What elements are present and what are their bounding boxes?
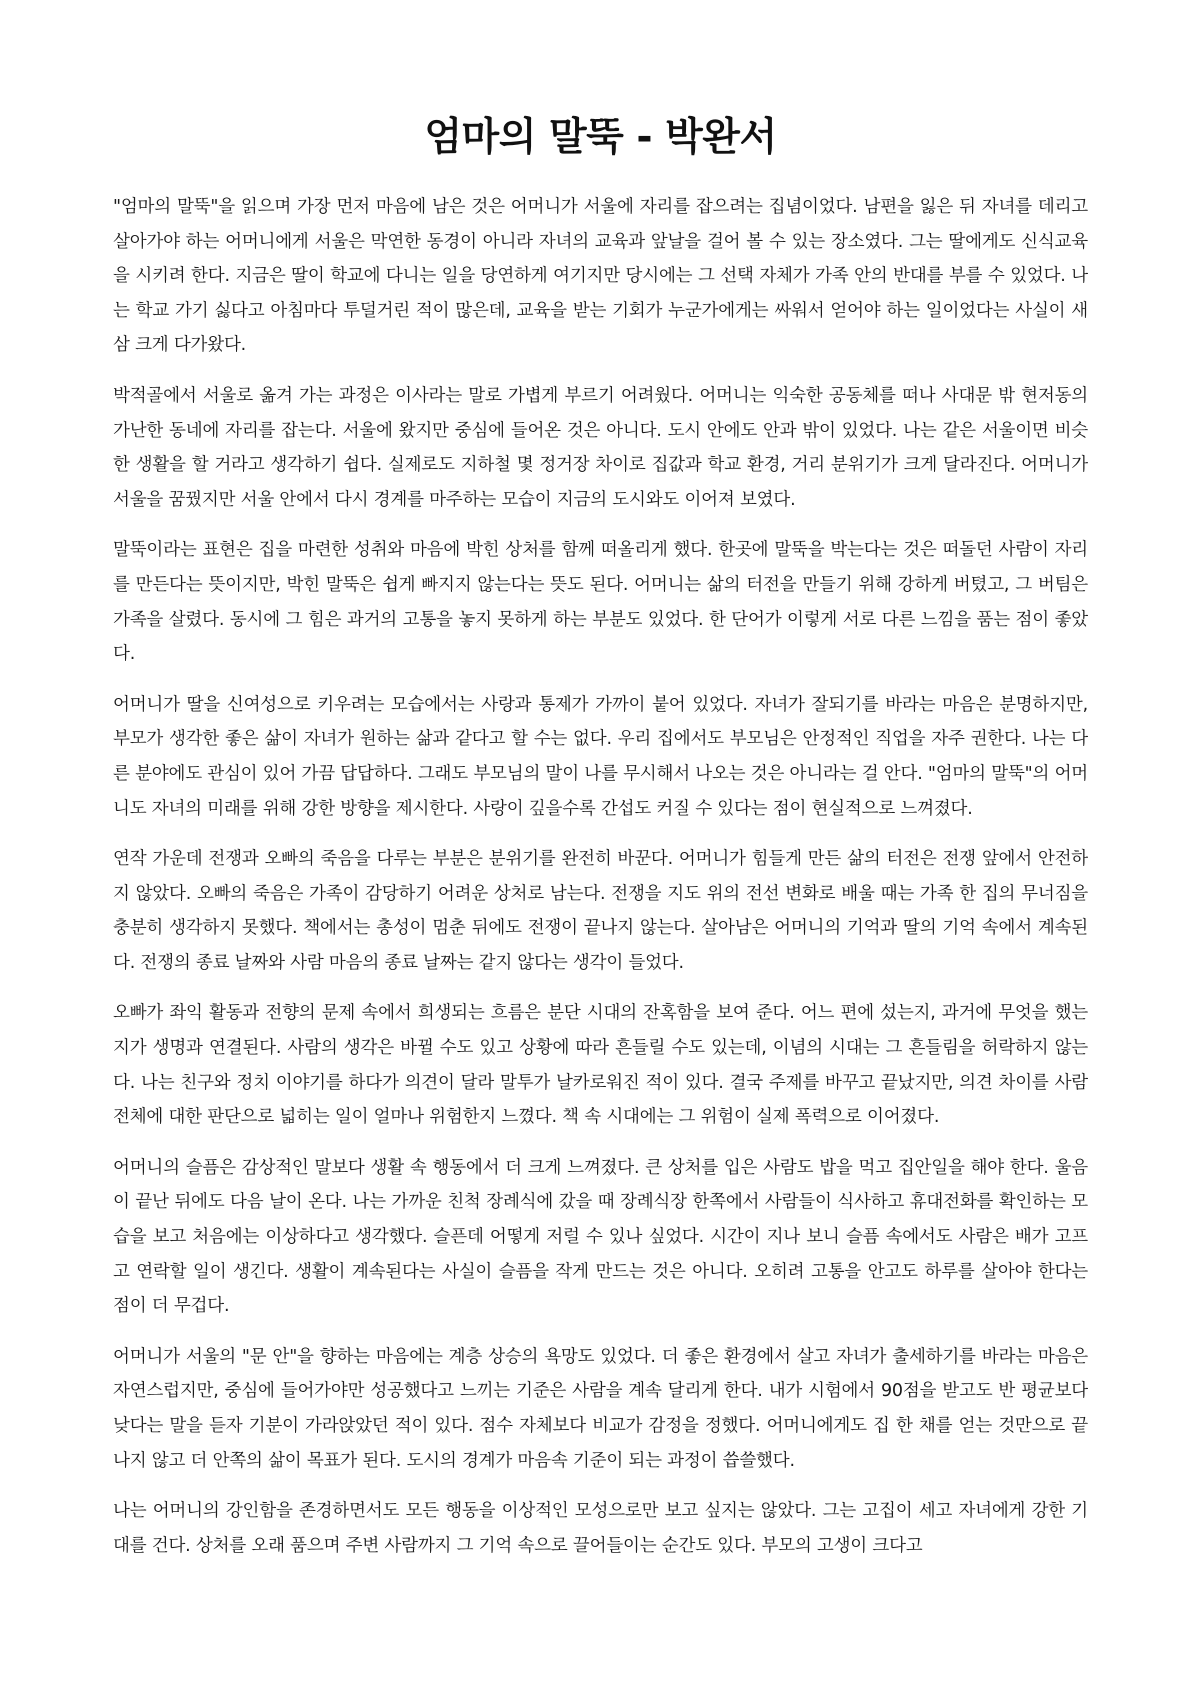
document-title: 엄마의 말뚝 - 박완서: [424, 115, 777, 160]
body-paragraph: 어머니가 서울의 "문 안"을 향하는 마음에는 계층 상승의 욕망도 있었다. 더 좋은 환경에서 살고 자녀가 출세하기를 바라는 마음은 자연스럽지만, 중심에 들어가야만 성공했다고 느끼는 기준은 사람을 계속 달리게 한다. 내가 시험에서 90점을 받고도 반 평균보다 낮다는 말을 듣자 기분이 가라앉았던 적이 있다. 점수 자체보다 비교가 감정을 정했다. 어머니에게도 집 한 채를 얻는 것만으로 끝나지 않고 더 안쪽의 삶이 목표가 된다. 도시의 경계가 마음속 기준이 되는 과정이 씁쓸했다.: [113, 1346, 1088, 1471]
document-page: [113, 112, 1088, 1579]
body-paragraph: 말뚝이라는 표현은 집을 마련한 성취와 마음에 박힌 상처를 함께 떠올리게 했다. 한곳에 말뚝을 박는다는 것은 떠돌던 사람이 자리를 만든다는 뜻이지만, 박힌 말뚝은 쉽게 빠지지 않는다는 뜻도 된다. 어머니는 삶의 터전을 만들기 위해 강하게 버텼고, 그 버팀은 가족을 살렸다. 동시에 그 힘은 과거의 고통을 놓지 못하게 하는 부분도 있었다. 한 단어가 이렇게 서로 다른 느낌을 품는 점이 좋았다.: [113, 540, 1088, 665]
body-paragraph: 연작 가운데 전쟁과 오빠의 죽음을 다루는 부분은 분위기를 완전히 바꾼다. 어머니가 힘들게 만든 삶의 터전은 전쟁 앞에서 안전하지 않았다. 오빠의 죽음은 가족이 감당하기 어려운 상처로 남는다. 전쟁을 지도 위의 전선 변화로 배울 때는 가족 한 집의 무너짐을 충분히 생각하지 못했다. 책에서는 총성이 멈춘 뒤에도 전쟁이 끝나지 않는다. 살아남은 어머니의 기억과 딸의 기억 속에서 계속된다. 전쟁의 종료 날짜와 사람 마음의 종료 날짜는 같지 않다는 생각이 들었다.: [113, 849, 1088, 973]
body-paragraph: 오빠가 좌익 활동과 전향의 문제 속에서 희생되는 흐름은 분단 시대의 잔혹함을 보여 준다. 어느 편에 섰는지, 과거에 무엇을 했는지가 생명과 연결된다. 사람의 생각은 바뀔 수도 있고 상황에 따라 흔들릴 수도 있는데, 이념의 시대는 그 흔들림을 허락하지 않는다. 나는 친구와 정치 이야기를 하다가 의견이 달라 말투가 날카로워진 적이 있다. 결국 주제를 바꾸고 끝났지만, 의견 차이를 사람 전체에 대한 판단으로 넓히는 일이 얼마나 위험한지 느꼈다. 책 속 시대에는 그 위험이 실제 폭력으로 이어졌다.: [113, 1003, 1088, 1128]
body-paragraph: 나는 어머니의 강인함을 존경하면서도 모든 행동을 이상적인 모성으로만 보고 싶지는 않았다. 그는 고집이 세고 자녀에게 강한 기대를 건다. 상처를 오래 품으며 주변 사람까지 그 기억 속으로 끌어들이는 순간도 있다. 부모의 고생이 크다고: [113, 1501, 1088, 1556]
body-paragraph: 박적골에서 서울로 옮겨 가는 과정은 이사라는 말로 가볍게 부르기 어려웠다. 어머니는 익숙한 공동체를 떠나 사대문 밖 현저동의 가난한 동네에 자리를 잡는다. 서울에 왔지만 중심에 들어온 것은 아니다. 도시 안에도 안과 밖이 있었다. 나는 같은 서울이면 비슷한 생활을 할 거라고 생각하기 쉽다. 실제로도 지하철 몇 정거장 차이로 집값과 학교 환경, 거리 분위기가 크게 달라진다. 어머니가 서울을 꿈꿨지만 서울 안에서 다시 경계를 마주하는 모습이 지금의 도시와도 이어져 보였다.: [113, 385, 1088, 510]
body-paragraph: 어머니의 슬픔은 감상적인 말보다 생활 속 행동에서 더 크게 느껴졌다. 큰 상처를 입은 사람도 밥을 먹고 집안일을 해야 한다. 울음이 끝난 뒤에도 다음 날이 온다. 나는 가까운 친척 장례식에 갔을 때 장례식장 한쪽에서 사람들이 식사하고 휴대전화를 확인하는 모습을 보고 처음에는 이상하다고 생각했다. 슬픈데 어떻게 저럴 수 있나 싶었다. 시간이 지나 보니 슬픔 속에서도 사람은 배가 고프고 연락할 일이 생긴다. 생활이 계속된다는 사실이 슬픔을 작게 만드는 것은 아니다. 오히려 고통을 안고도 하루를 살아야 한다는 점이 더 무겁다.: [113, 1157, 1088, 1317]
body-paragraph: "엄마의 말뚝"을 읽으며 가장 먼저 마음에 남은 것은 어머니가 서울에 자리를 잡으려는 집념이었다. 남편을 잃은 뒤 자녀를 데리고 살아가야 하는 어머니에게 서울은 막연한 동경이 아니라 자녀의 교육과 앞날을 걸어 볼 수 있는 장소였다. 그는 딸에게도 신식교육을 시키려 한다. 지금은 딸이 학교에 다니는 일을 당연하게 여기지만 당시에는 그 선택 자체가 가족 안의 반대를 부를 수 있었다. 나는 학교 가기 싫다고 아침마다 투덜거린 적이 많은데, 교육을 받는 기회가 누군가에게는 싸워서 얻어야 하는 일이었다는 사실이 새삼 크게 다가왔다.: [113, 197, 1088, 356]
body-paragraph: 어머니가 딸을 신여성으로 키우려는 모습에서는 사랑과 통제가 가까이 붙어 있었다. 자녀가 잘되기를 바라는 마음은 분명하지만, 부모가 생각한 좋은 삶이 자녀가 원하는 삶과 같다고 할 수는 없다. 우리 집에서도 부모님은 안정적인 직업을 자주 권한다. 나는 다른 분야에도 관심이 있어 가끔 답답하다. 그래도 부모님의 말이 나를 무시해서 나오는 것은 아니라는 걸 안다. "엄마의 말뚝"의 어머니도 자녀의 미래를 위해 강한 방향을 제시한다. 사랑이 깊을수록 간섭도 커질 수 있다는 점이 현실적으로 느껴졌다.: [113, 694, 1088, 819]
